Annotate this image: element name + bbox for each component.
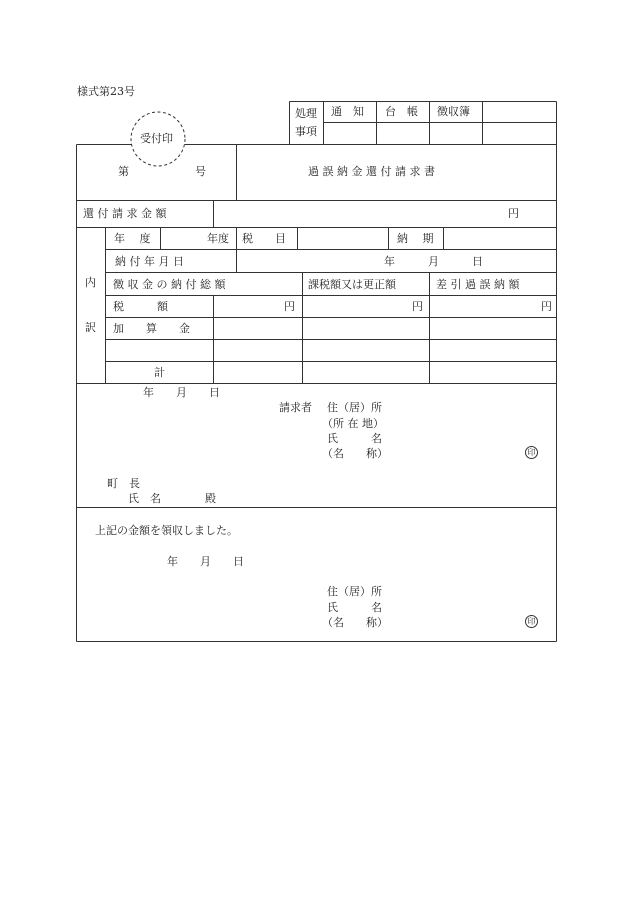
- breakdown-side-label-2: 訳: [85, 321, 96, 334]
- refund-amount-unit: 円: [508, 207, 519, 220]
- total-label: 計: [154, 366, 165, 379]
- form-number: 様式第23号: [77, 85, 135, 98]
- receipt-date: 年 月 日: [167, 555, 244, 568]
- requester-label: 請求者: [279, 401, 312, 414]
- document-title: 過 誤 納 金 還 付 請 求 書: [308, 165, 435, 178]
- number-suffix: 号: [195, 165, 206, 178]
- yen-unit-2: 円: [412, 300, 423, 313]
- processing-header-ledger: 台 帳: [385, 105, 418, 118]
- requester-seal-mark: 印: [525, 446, 538, 459]
- requester-location-label: （所 在 地）: [322, 417, 384, 430]
- payment-date-label: 納 付 年 月 日: [115, 255, 184, 268]
- mayor-label: 町 長: [107, 477, 140, 490]
- payment-date-value: 年 月 日: [384, 255, 483, 268]
- request-date: 年 月 日: [143, 386, 220, 399]
- receiver-name-label: 氏 名: [327, 601, 382, 614]
- receipt-statement: 上記の金額を領収しました。: [95, 524, 238, 537]
- processing-header-notice: 通 知: [331, 105, 364, 118]
- requester-name-label: 氏 名: [327, 432, 382, 445]
- fiscal-year-label: 年 度: [114, 232, 151, 245]
- processing-label-2: 事項: [295, 125, 317, 138]
- installment-label: 納 期: [397, 232, 434, 245]
- col-overpayment: 差 引 過 誤 納 額: [436, 278, 520, 291]
- requester-corp-name-label: （名 称）: [322, 447, 388, 460]
- requester-address-label: 住（居）所: [327, 401, 382, 414]
- breakdown-side-label-1: 内: [85, 276, 96, 289]
- tax-item-label: 税 目: [242, 232, 286, 245]
- yen-unit-1: 円: [284, 300, 295, 313]
- receiver-address-label: 住（居）所: [327, 585, 382, 598]
- tax-amount-label: 税 額: [113, 300, 168, 313]
- refund-amount-label: 還 付 請 求 金 額: [83, 207, 167, 220]
- receiver-seal-mark: 印: [525, 615, 538, 628]
- processing-label-1: 処理: [295, 107, 317, 120]
- processing-header-collection-book: 徴収簿: [437, 105, 470, 118]
- receipt-stamp-label: 受付印: [140, 132, 173, 145]
- col-total-paid: 徴 収 金 の 納 付 総 額: [113, 278, 226, 291]
- number-prefix: 第: [118, 165, 129, 178]
- yen-unit-3: 円: [541, 300, 552, 313]
- col-assessed-amount: 課税額又は更正額: [308, 278, 396, 291]
- surcharge-label: 加 算 金: [113, 322, 190, 335]
- fiscal-year-suffix: 年度: [207, 232, 229, 245]
- mayor-name-label: 氏 名 殿: [128, 492, 216, 505]
- receiver-corp-name-label: （名 称）: [322, 616, 388, 629]
